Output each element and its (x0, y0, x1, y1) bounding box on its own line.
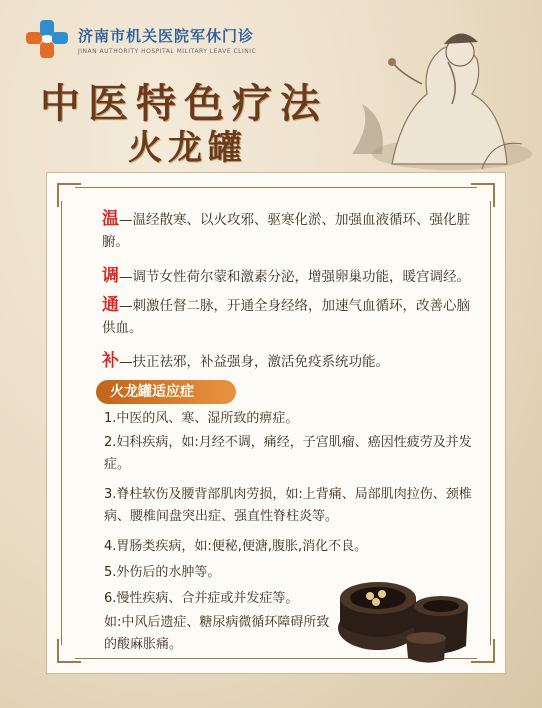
effect-keyword: 温 (102, 209, 119, 229)
list-item: 如:中风后遗症、糖尿病微循环障碍所致的酸麻胀痛。 (104, 615, 330, 652)
effect-text: —扶正祛邪，补益强身，激活免疫系统功能。 (119, 354, 389, 370)
list-item: 2.妇科疾病，如:月经不调，痛经，子宫肌瘤、癌因性疲劳及并发症。 (104, 435, 472, 472)
effect-regulate (102, 265, 482, 288)
list-item: 4.胃肠类疾病，如:便秘,便溏,腹胀,消化不良。 (104, 539, 368, 554)
effect-keyword: 通 (102, 295, 119, 315)
list-item: 3.脊柱软伤及腰背部肌肉劳损，如:上背痛、局部肌肉拉伤、颈椎病、腰椎间盘突出症、强直性脊柱炎等。 (104, 487, 472, 524)
effect-unblock (102, 294, 474, 339)
hospital-logo (26, 20, 256, 60)
effect-text: —温经散寒、以火攻邪、驱寒化淤、加强血液循环、强化脏腑。 (102, 212, 470, 250)
effect-warm (102, 208, 474, 253)
list-item: 1.中医的风、寒、湿所致的痹症。 (104, 411, 299, 426)
page-title: 中医特色疗法 (40, 80, 328, 127)
indications-heading: 火龙罐适应症 (96, 380, 236, 404)
effect-keyword: 调 (102, 266, 119, 286)
hospital-name-en: JINAN AUTHORITY HOSPITAL MILITARY LEAVE CLINIC (78, 48, 257, 55)
effect-text: —刺激任督二脉，开通全身经络，加速气血循环，改善心脑供血。 (102, 298, 470, 336)
effect-keyword: 补 (102, 351, 119, 371)
list-item: 5.外伤后的水肿等。 (104, 565, 221, 580)
fire-cupping-jars-image (336, 556, 476, 666)
page-subtitle: 火龙罐 (128, 128, 248, 168)
hospital-logo-icon (26, 20, 70, 60)
frame-corner (57, 639, 81, 663)
sage-painting (332, 4, 532, 174)
frame-corner (471, 183, 495, 207)
hospital-name: 济南市机关医院军休门诊 (78, 27, 255, 45)
list-item: 6.慢性疾病、合并症或并发症等。 (104, 591, 299, 606)
effect-tonify (102, 350, 474, 373)
effect-text: —调节女性荷尔蒙和激素分泌，增强卵巢功能，暖宫调经。 (119, 269, 470, 285)
frame-corner (57, 183, 81, 207)
